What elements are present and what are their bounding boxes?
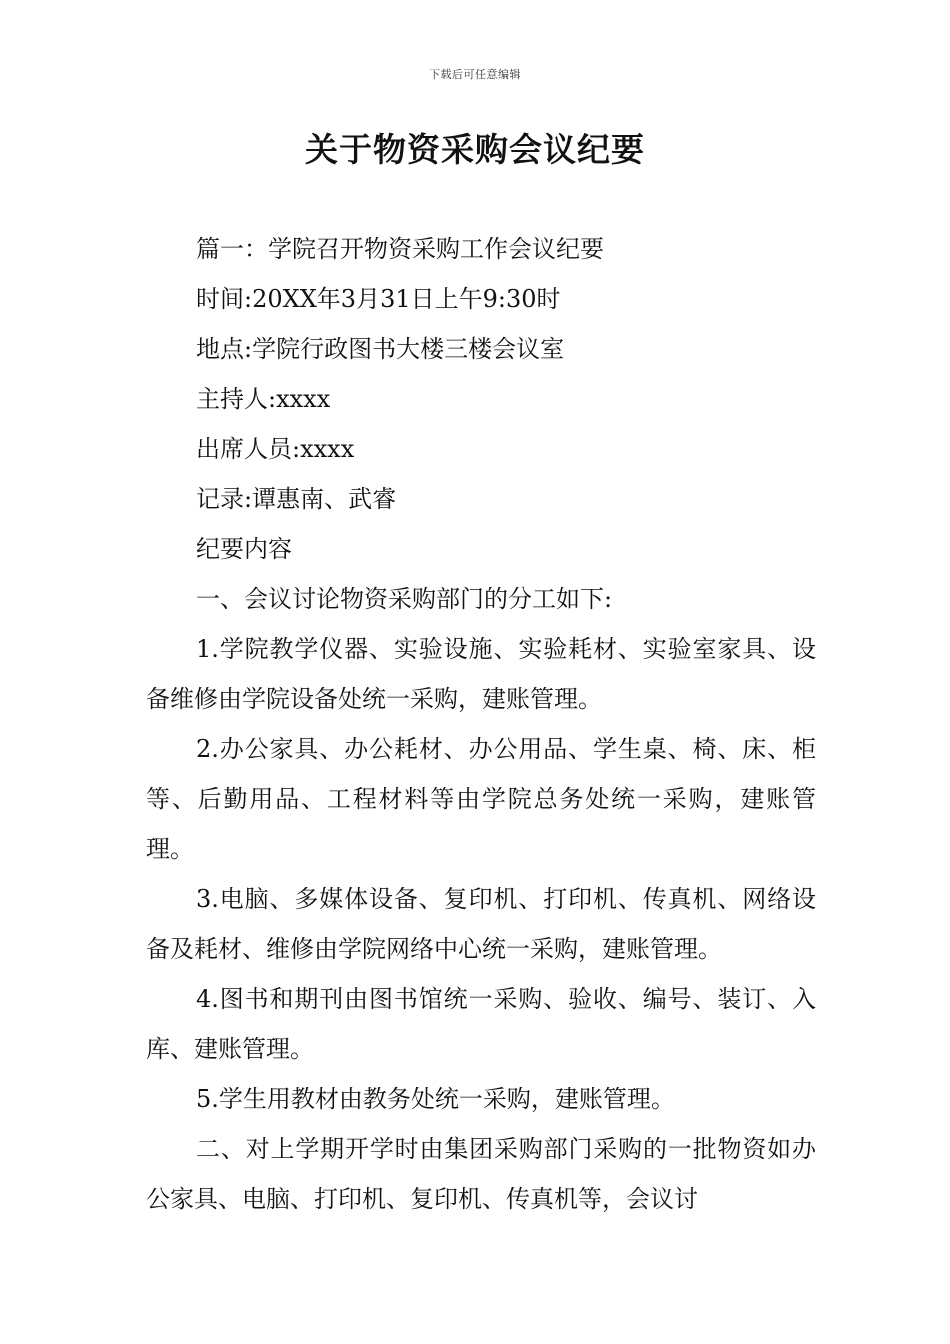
- section-heading: 篇一：学院召开物资采购工作会议纪要: [196, 235, 604, 263]
- meeting-host: 主持人:xxxx: [196, 385, 331, 413]
- document-title: 关于物资采购会议纪要: [305, 130, 645, 169]
- meeting-time: 时间:20XX年3月31日上午9:30时: [196, 285, 561, 313]
- meeting-location: 地点:学院行政图书大楼三楼会议室: [196, 335, 565, 363]
- item-one-point-1: 1.学院教学仪器、实验设施、实验耗材、实验室家具、设备维修由学院设备处统一采购，建账管理。: [146, 635, 816, 713]
- summary-heading: 纪要内容: [196, 535, 292, 563]
- item-two-paragraph: 二、对上学期开学时由集团采购部门采购的一批物资如办公家具、电脑、打印机、复印机、传真机等，会议讨: [146, 1135, 816, 1213]
- item-one-point-4: 4.图书和期刊由图书馆统一采购、验收、编号、装订、入库、建账管理。: [146, 985, 816, 1063]
- meeting-attendees: 出席人员:xxxx: [196, 435, 355, 463]
- meeting-recorder: 记录:谭惠南、武睿: [196, 485, 397, 513]
- header-note: 下载后可任意编辑: [429, 68, 521, 81]
- document-body: [146, 224, 816, 1224]
- item-one-point-3: 3.电脑、多媒体设备、复印机、打印机、传真机、网络设备及耗材、维修由学院网络中心统一采购，建账管理。: [146, 885, 816, 963]
- item-one-point-5: 5.学生用教材由教务处统一采购，建账管理。: [196, 1085, 675, 1113]
- item-one-heading: 一、会议讨论物资采购部门的分工如下:: [196, 585, 613, 613]
- item-one-point-2: 2.办公家具、办公耗材、办公用品、学生桌、椅、床、柜等、后勤用品、工程材料等由学院总务处统一采购，建账管理。: [146, 735, 816, 863]
